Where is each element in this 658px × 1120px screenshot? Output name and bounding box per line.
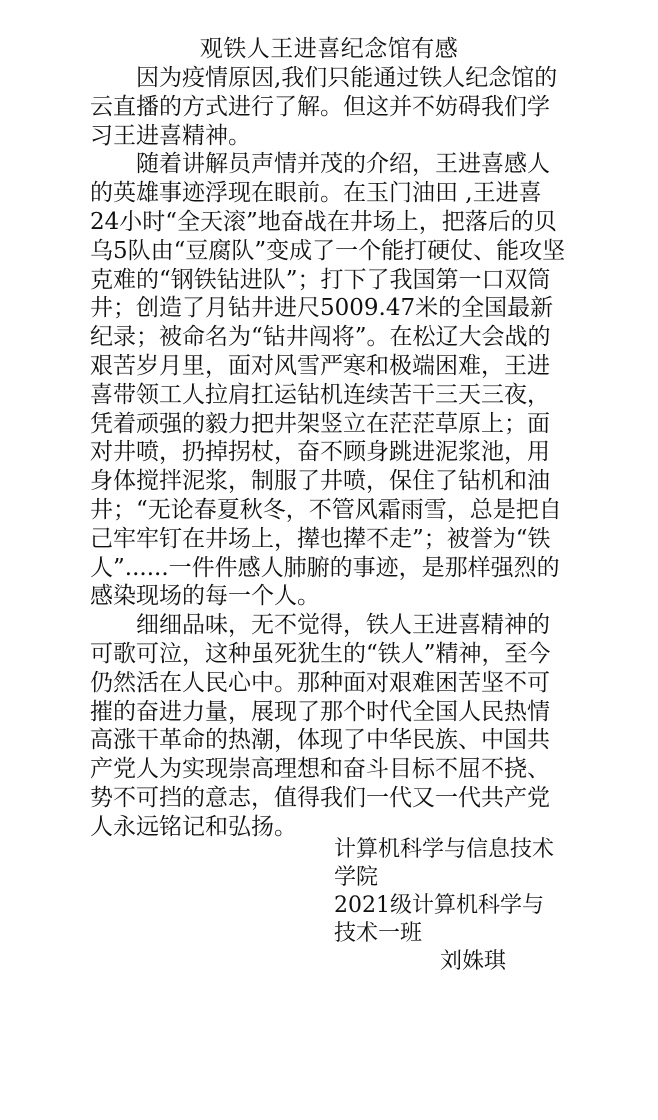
signature-name: 刘姝琪: [440, 949, 507, 974]
paragraph-intro: 因为疫情原因,我们只能通过铁人纪念馆的云直播的方式进行了解。但这并不妨碍我们学习王进喜精神。: [90, 65, 558, 149]
signature-school: 计算机科学与信息技术学院: [334, 837, 555, 890]
document-body: [90, 64, 570, 842]
document-title: 观铁人王进喜纪念馆有感: [199, 36, 459, 62]
signature-class: 2021级计算机科学与技术一班: [334, 893, 544, 946]
paragraph-story: 随着讲解员声情并茂的介绍，王进喜感人的英雄事迹浮现在眼前。在玉门油田 ,王进喜24小时“全天滚”地奋战在井场上，把落后的贝乌5队由“豆腐队”变成了一个能打硬仗、能攻坚克难的“钢铁钻进队”；打下了我国第一口双筒井；创造了月钻井进尺5009.47米的全国最新纪录；被命名为“钻井闯将”。在松辽大会战的艰苦岁月里，面对风雪严寒和极端困难，王进喜带领工人拉肩扛运钻机连续苦干三天三夜，凭着顽强的毅力把井架竖立在茫茫草原上；面对井喷，扔掉拐杖，奋不顾身跳进泥浆池，用身体搅拌泥浆，制服了井喷，保住了钻机和油井；“无论春夏秋冬，不管风霜雨雪，总是把自己牢牢钉在井场上，撵也撵不走”；被誉为“铁人”......一件件感人肺腑的事迹，是那样强烈的感染现场的每一个人。: [90, 151, 566, 610]
paragraph-reflection: 细细品味，无不觉得，铁人王进喜精神的可歌可泣，这种虽死犹生的“铁人”精神，至今仍然活在人民心中。那种面对艰难困苦坚不可摧的奋进力量，展现了那个时代全国人民热情高涨干革命的热潮，体现了中华民族、中国共产党人为实现崇高理想和奋斗目标不屈不挠、势不可挡的意志，值得我们一代又一代共产党人永远铭记和弘扬。: [90, 612, 551, 840]
